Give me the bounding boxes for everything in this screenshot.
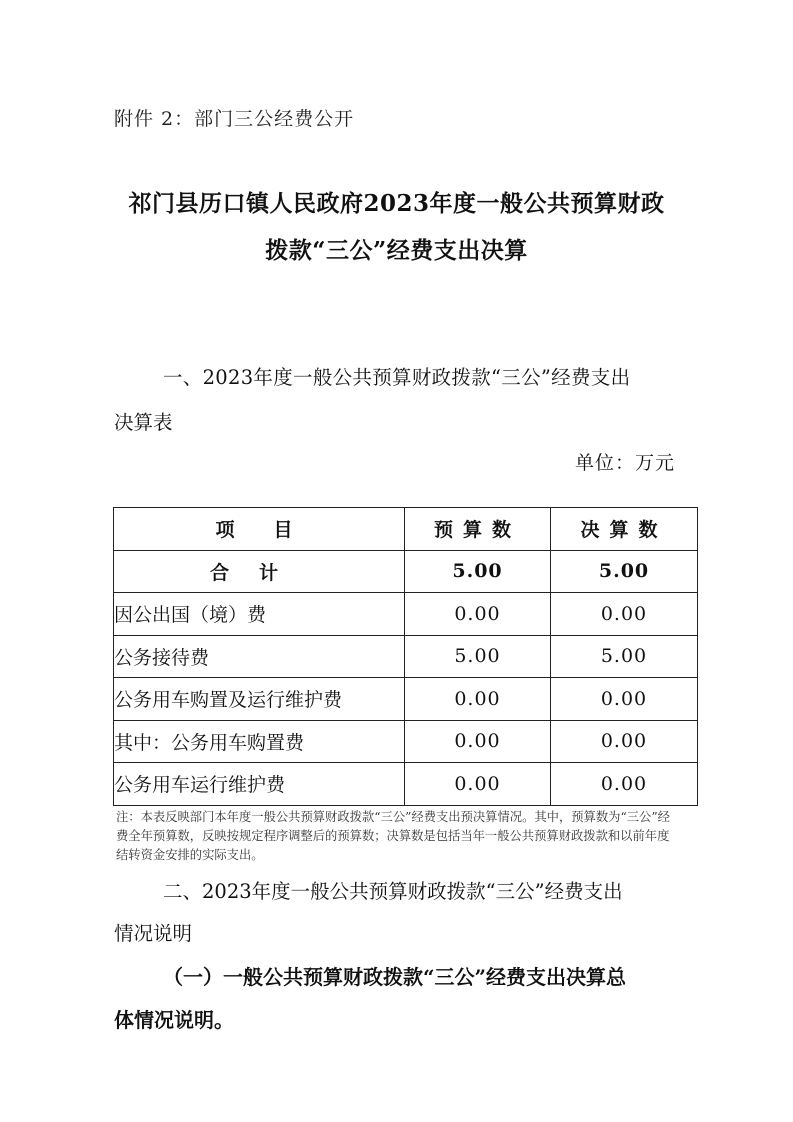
row-final: 0.00 <box>551 763 698 806</box>
section2-heading-line1: 二、2023年度一般公共预算财政拨款“三公”经费支出 <box>163 880 623 903</box>
header-final: 决算数 <box>551 508 698 551</box>
section1-heading-line1: 一、2023年度一般公共预算财政拨款“三公”经费支出 <box>163 366 631 389</box>
row-final: 5.00 <box>551 635 698 678</box>
table-row <box>114 720 698 763</box>
row-label: 其中：公务用车购置费 <box>114 720 405 763</box>
document-title-line1: 祁门县历口镇人民政府2023年度一般公共预算财政 <box>128 190 665 217</box>
table-row <box>114 593 698 636</box>
attachment-label: 附件 2：部门三公经费公开 <box>114 108 355 130</box>
table-note: 注：本表反映部门本年度一般公共预算财政拨款“三公”经费支出预决算情况。其中，预算数为“三公”经费全年预算数，反映按规定程序调整后的预算数；决算数是包括当年一般公共预算财政拨款和以前年度结转资金安排的实际支出。 <box>116 810 670 862</box>
row-label: 公务用车购置及运行维护费 <box>114 678 405 721</box>
header-item: 项 目 <box>114 508 405 551</box>
unit-label: 单位：万元 <box>574 452 675 474</box>
header-budget: 预算数 <box>405 508 551 551</box>
row-budget: 5.00 <box>405 635 551 678</box>
table-row-total <box>114 550 698 593</box>
row-budget: 0.00 <box>405 593 551 636</box>
table-row <box>114 678 698 721</box>
subsection1-heading-line2: 体情况说明。 <box>114 1008 234 1032</box>
row-label: 公务用车运行维护费 <box>114 763 405 806</box>
section2-heading-line2: 情况说明 <box>114 922 193 945</box>
row-final: 0.00 <box>551 678 698 721</box>
subsection1-heading-line1: （一）一般公共预算财政拨款“三公”经费支出决算总 <box>163 965 627 989</box>
row-budget: 0.00 <box>405 720 551 763</box>
row-label: 因公出国（境）费 <box>114 593 405 636</box>
section1-heading-line2: 决算表 <box>114 411 173 434</box>
table-header-row <box>114 508 698 551</box>
total-budget: 5.00 <box>405 550 551 593</box>
expense-table <box>113 507 698 806</box>
total-label: 合计 <box>114 550 405 593</box>
row-label: 公务接待费 <box>114 635 405 678</box>
total-final: 5.00 <box>551 550 698 593</box>
row-budget: 0.00 <box>405 678 551 721</box>
row-budget: 0.00 <box>405 763 551 806</box>
row-final: 0.00 <box>551 720 698 763</box>
row-final: 0.00 <box>551 593 698 636</box>
table-row <box>114 635 698 678</box>
document-title-line2: 拨款“三公”经费支出决算 <box>265 237 528 264</box>
table-row <box>114 763 698 806</box>
